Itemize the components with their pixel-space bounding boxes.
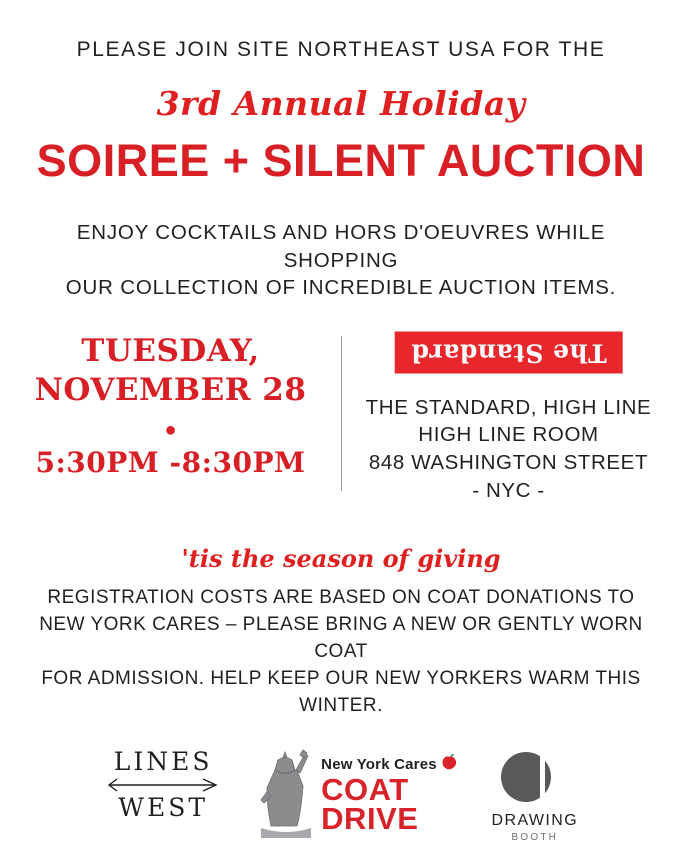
script-title: 3rd Annual Holiday <box>156 84 526 123</box>
coat-word: COAT <box>321 772 409 808</box>
vertical-divider <box>341 336 342 491</box>
note-line-3: FOR ADMISSION. HELP KEEP OUR NEW YORKERS WARM THIS WINTER. <box>41 668 641 717</box>
venue-line-3: 848 WASHINGTON STREET <box>368 450 649 474</box>
subcopy-line-1: ENJOY COCKTAILS AND HORS D'OEUVRES WHILE SHOPPING <box>76 221 606 272</box>
kicker-text: PLEASE JOIN SITE NORTHEAST USA FOR THE <box>76 38 606 61</box>
new-york-cares-name: New York Cares <box>321 756 437 774</box>
arrow-icon <box>99 778 227 794</box>
lines-west-top-word: LINES <box>113 747 213 777</box>
note-line-2: NEW YORK CARES – PLEASE BRING A NEW OR GENTLY WORN COAT <box>39 614 643 663</box>
event-details <box>18 332 664 504</box>
event-time: 5:30PM -8:30PM <box>35 445 306 479</box>
venue-line-1: THE STANDARD, HIGH LINE <box>365 395 652 419</box>
date-time-block <box>27 332 327 479</box>
season-script-text: 'tis the season of giving <box>181 544 501 574</box>
the-standard-logo: The Standard <box>395 332 623 374</box>
new-york-cares-coat-drive-logo <box>255 748 459 840</box>
venue-block <box>356 332 656 504</box>
venue-address <box>362 394 656 505</box>
event-day: TUESDAY, <box>81 333 260 370</box>
apple-icon <box>441 754 459 775</box>
drawing-booth-logo <box>487 748 583 843</box>
coat-drive-text <box>321 748 459 837</box>
registration-note <box>18 585 664 720</box>
venue-line-2: HIGH LINE ROOM <box>418 423 599 447</box>
drawing-booth-sub: BOOTH <box>511 832 559 844</box>
subcopy-line-2: OUR COLLECTION OF INCREDIBLE AUCTION ITEMS. <box>65 276 617 300</box>
drawing-booth-name: DRAWING <box>491 812 579 830</box>
drive-word: DRIVE <box>321 801 419 837</box>
subcopy <box>18 219 664 302</box>
note-line-1: REGISTRATION COSTS ARE BASED ON COAT DONATIONS TO <box>47 587 635 609</box>
venue-line-4: - NYC - <box>472 478 545 502</box>
lines-west-logo <box>99 748 227 821</box>
sponsor-logos <box>18 748 664 843</box>
statue-of-liberty-icon <box>255 748 317 840</box>
headline: SOIREE + SILENT AUCTION <box>36 135 646 186</box>
bullet-separator: ● <box>164 418 177 441</box>
drawing-booth-mark-icon <box>499 748 571 806</box>
lines-west-bottom-word: WEST <box>118 792 209 822</box>
event-date: NOVEMBER 28 <box>34 371 307 408</box>
